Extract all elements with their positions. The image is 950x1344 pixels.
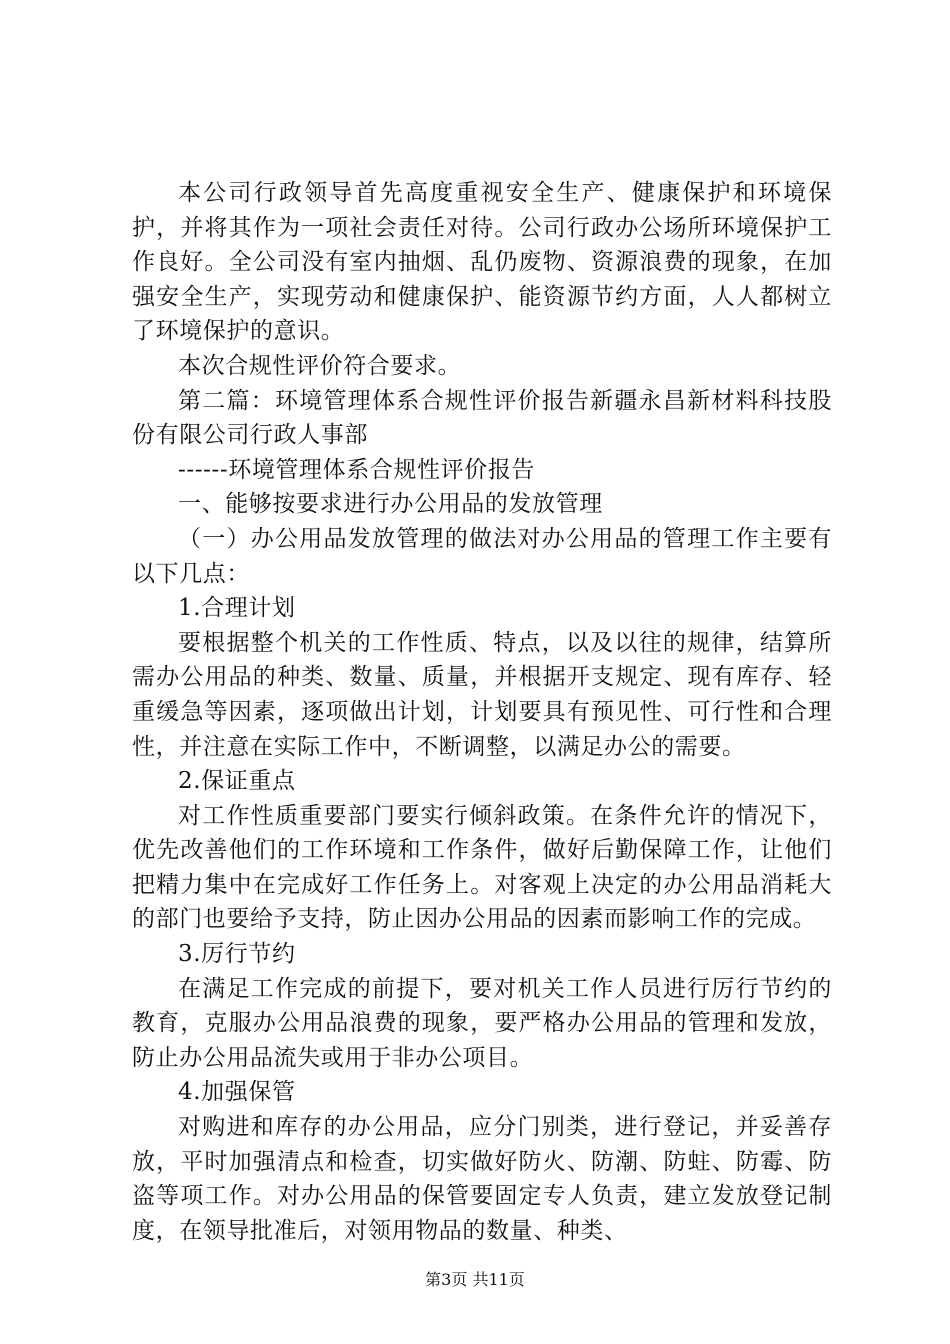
paragraph-part-two-title: 第二篇：环境管理体系合规性评价报告新疆永昌新材料科技股份有限公司行政人事部 (132, 387, 832, 449)
paragraph-evaluation-result: 本次合规性评价符合要求。 (178, 352, 462, 379)
paragraph-office-supplies-intro: （一）办公用品发放管理的做法对办公用品的管理工作主要有以下几点： (132, 525, 832, 587)
item-heading-plan: 1.合理计划 (178, 595, 296, 622)
page-number-footer: 第3页 共11页 (425, 1270, 525, 1289)
section-heading-1: 一、能够按要求进行办公用品的发放管理 (178, 491, 603, 518)
paragraph-economy: 在满足工作完成的前提下，要对机关工作人员进行厉行节约的教育，克服办公用品浪费的现象，要严格办公用品的管理和发放，防止办公用品流失或用于非办公项目。 (132, 975, 832, 1071)
paragraph-priority: 对工作性质重要部门要实行倾斜政策。在条件允许的情况下，优先改善他们的工作环境和工作条件，做好后勤保障工作，让他们把精力集中在完成好工作任务上。对客观上决定的办公用品消耗大的部门也要给予支持，防止因办公用品的因素而影响工作的完成。 (132, 802, 832, 933)
item-heading-economy: 3.厉行节约 (178, 941, 296, 968)
report-subtitle: ------环境管理体系合规性评价报告 (178, 456, 536, 483)
paragraph-safety-environment: 本公司行政领导首先高度重视安全生产、健康保护和环境保护，并将其作为一项社会责任对待。公司行政办公场所环境保护工作良好。全公司没有室内抽烟、乱仍废物、资源浪费的现象，在加强安全生产，实现劳动和健康保护、能资源节约方面，人人都树立了环境保护的意识。 (132, 180, 832, 345)
paragraph-plan: 要根据整个机关的工作性质、特点，以及以往的规律，结算所需办公用品的种类、数量、质量，并根据开支规定、现有库存、轻重缓急等因素，逐项做出计划，计划要具有预见性、可行性和合理性，并注意在实际工作中，不断调整，以满足办公的需要。 (132, 629, 832, 760)
item-heading-storage: 4.加强保管 (178, 1079, 296, 1106)
item-heading-priority: 2.保证重点 (178, 768, 296, 795)
document-body (132, 176, 832, 1248)
paragraph-storage: 对购进和库存的办公用品，应分门别类，进行登记，并妥善存放，平时加强清点和检查，切实做好防火、防潮、防蛀、防霉、防盗等项工作。对办公用品的保管要固定专人负责，建立发放登记制度，在领导批准后，对领用物品的数量、种类、 (132, 1114, 832, 1244)
